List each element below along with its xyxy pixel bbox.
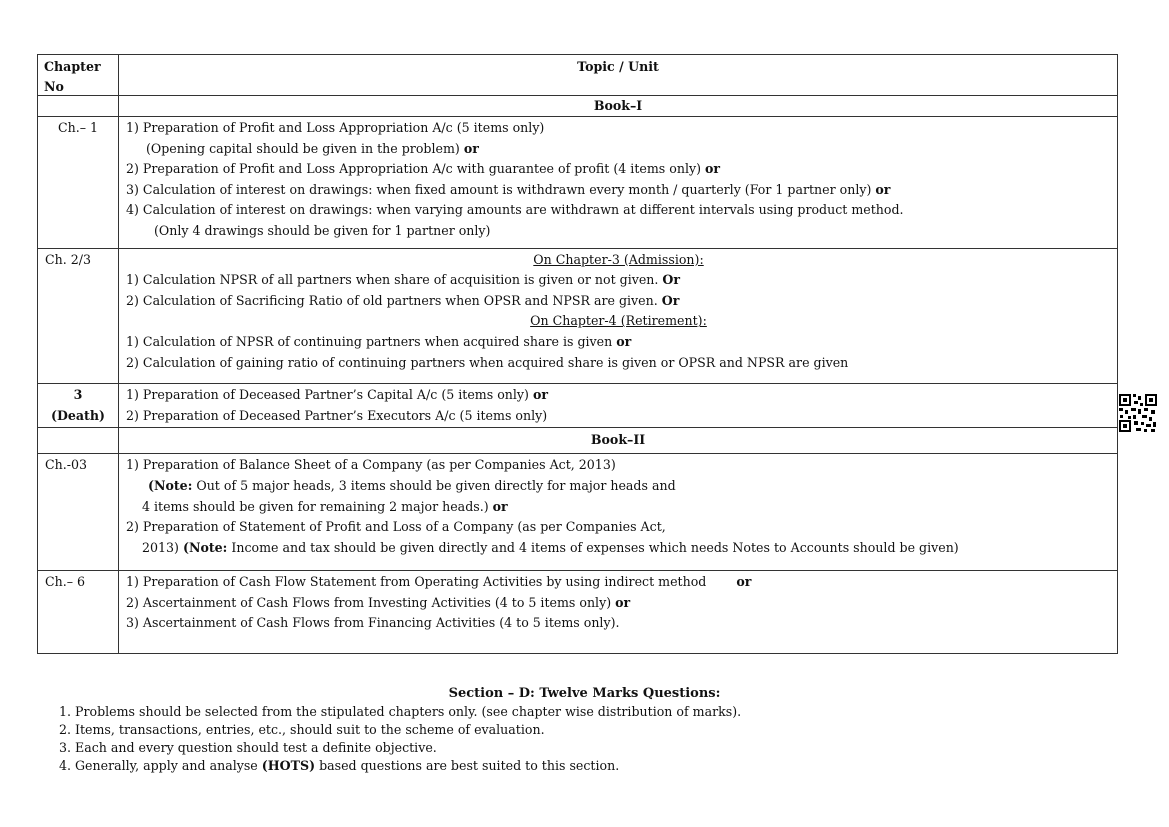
topic-line: 3) Calculation of interest on drawings: when fixed amount is withdrawn every month / quarterly (For 1 partner only) xyxy=(126,181,872,197)
subheading: On Chapter-3 (Admission): xyxy=(533,251,704,267)
topic-line: 2) Ascertainment of Cash Flows from Investing Activities (4 to 5 items only) xyxy=(126,594,612,610)
or-connector: or xyxy=(736,574,752,590)
topic-line: 3) Ascertainment of Cash Flows from Financing Activities (4 to 5 items only). xyxy=(126,615,620,631)
book1-row xyxy=(38,96,1118,117)
or-connector: or xyxy=(532,387,549,403)
or-connector: or xyxy=(875,181,891,197)
note-label: (Note: xyxy=(148,477,193,493)
list-item: 1. Problems should be selected from the stipulated chapters only. (see chapter wise distribution of marks). xyxy=(75,703,1169,721)
section-title: Section – D: Twelve Marks Questions: xyxy=(448,686,721,701)
chapter-label: Ch.– 1 xyxy=(57,120,99,135)
header-chapter-line1: Chapter xyxy=(44,59,101,74)
syllabus-table-wrapper xyxy=(37,54,1118,654)
topic-line: Out of 5 major heads, 3 items should be given directly for major heads and xyxy=(196,477,676,493)
section-d xyxy=(0,685,1169,775)
header-topic-cell xyxy=(119,55,1118,96)
section-rules-list xyxy=(0,703,1169,775)
topic-line: 2) Calculation of gaining ratio of continuing partners when acquired share is given or OPSR and NPSR are given xyxy=(126,354,849,370)
syllabus-table xyxy=(37,54,1118,654)
list-item: 2. Items, transactions, entries, etc., should suit to the scheme of evaluation. xyxy=(75,721,1169,739)
topic-line: 1) Calculation of NPSR of continuing partners when acquired share is given xyxy=(126,333,613,349)
chapter-sublabel: (Death) xyxy=(51,407,105,423)
topic-line: 1) Calculation NPSR of all partners when share of acquisition is given or not given. xyxy=(126,272,659,288)
table-row xyxy=(38,454,1118,571)
table-header-row xyxy=(38,55,1118,96)
topic-line: 1) Preparation of Cash Flow Statement from Operating Activities by using indirect method xyxy=(126,574,707,590)
topic-line: (Only 4 drawings should be given for 1 partner only) xyxy=(154,222,491,238)
chapter-label: Ch. 2/3 xyxy=(45,251,92,267)
table-row xyxy=(38,384,1118,428)
table-row xyxy=(38,117,1118,249)
topic-line: 2) Calculation of Sacrificing Ratio of old partners when OPSR and NPSR are given. xyxy=(126,292,658,308)
topic-line: 1) Preparation of Profit and Loss Appropriation A/c (5 items only) xyxy=(126,120,545,135)
or-connector: Or xyxy=(661,292,680,308)
chapter-label: 3 xyxy=(73,387,83,403)
chapter-label: Ch.– 6 xyxy=(45,574,86,590)
subheading: On Chapter-4 (Retirement): xyxy=(530,313,707,329)
book2-row xyxy=(38,428,1118,454)
topic-line: 4 items should be given for remaining 2 major heads.) xyxy=(142,498,489,514)
chapter-label: Ch.-03 xyxy=(45,457,88,473)
note-label: (Note: xyxy=(182,539,228,555)
list-item: 4. Generally, apply and analyse (HOTS) based questions are best suited to this section. xyxy=(75,757,1169,775)
topic-line: 1) Preparation of Balance Sheet of a Company (as per Companies Act, 2013) xyxy=(126,457,616,473)
header-topic: Topic / Unit xyxy=(577,59,659,74)
or-connector: or xyxy=(705,161,721,177)
or-connector: or xyxy=(615,594,631,610)
topic-line: 2) Preparation of Deceased Partner’s Executors A/c (5 items only) xyxy=(126,407,548,423)
topic-line: 4) Calculation of interest on drawings: when varying amounts are withdrawn at different intervals using product method. xyxy=(126,202,904,218)
table-row xyxy=(38,571,1118,654)
topic-line: Income and tax should be given directly and 4 items of expenses which needs Notes to Accounts should be given) xyxy=(231,539,959,555)
or-connector: or xyxy=(492,498,508,514)
header-chapter-cell xyxy=(38,55,119,96)
list-item: 3. Each and every question should test a definite objective. xyxy=(75,739,1169,757)
table-row xyxy=(38,248,1118,384)
topic-line: 2) Preparation of Profit and Loss Appropriation A/c with guarantee of profit (4 items only) xyxy=(126,161,701,177)
book2-heading: Book–II xyxy=(590,432,646,448)
topic-line: 1) Preparation of Deceased Partner’s Capital A/c (5 items only) xyxy=(126,387,529,403)
or-connector: or xyxy=(616,333,632,349)
topic-line: 2) Preparation of Statement of Profit and Loss of a Company (as per Companies Act, xyxy=(126,519,666,535)
or-connector: or xyxy=(463,140,479,156)
or-connector: Or xyxy=(662,272,681,288)
topic-line: 2013) xyxy=(142,539,179,555)
header-chapter-line2: No xyxy=(44,79,64,94)
qr-code-icon xyxy=(1118,393,1158,433)
topic-line: (Opening capital should be given in the problem) xyxy=(146,140,460,156)
book1-heading: Book–I xyxy=(593,98,643,113)
